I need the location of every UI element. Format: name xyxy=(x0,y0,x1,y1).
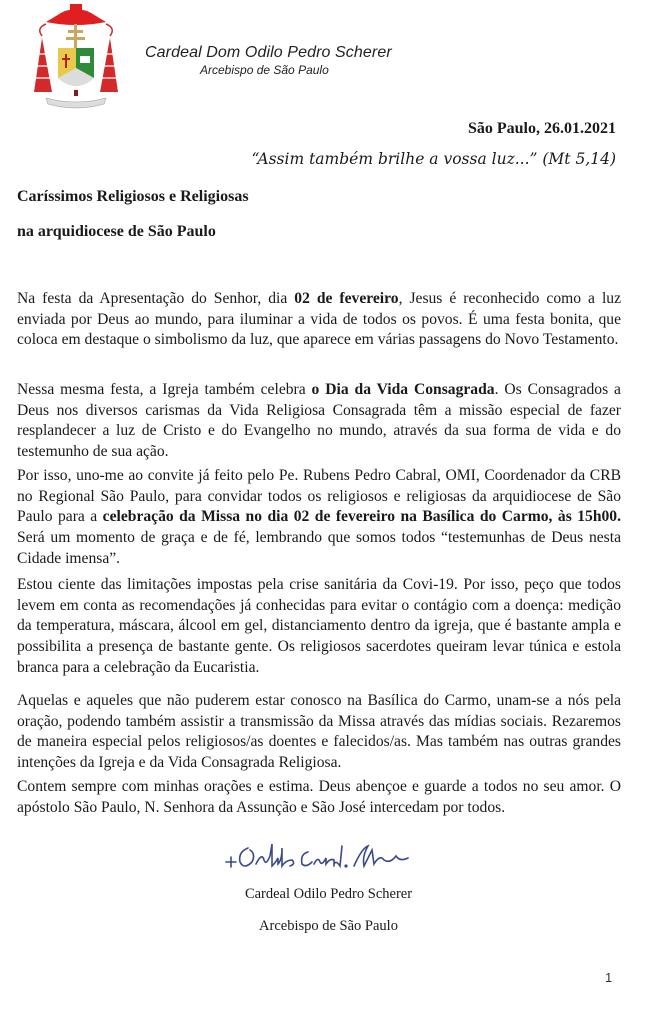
page-number: 1 xyxy=(605,970,613,985)
paragraph-text: Aquelas e aqueles que não puderem estar conosco na Basílica do Carmo, unam-se a nós pela oração, podendo também assistir a transmissão da Missa através das mídias sociais. Rezaremos de maneira especial pelos religiosos/as doentes e falecidos/as. Mas também nas outras grandes intenções da Igreja e da Vida Consagrada Religiosa. xyxy=(17,692,621,772)
paragraph-text: Nessa mesma festa, a Igreja também celebra xyxy=(17,381,312,398)
paragraph-emphasis: 02 de fevereiro xyxy=(294,290,399,307)
cardinal-crest-icon xyxy=(28,2,124,120)
salutation-line-1: Caríssimos Religiosos e Religiosas xyxy=(17,188,249,205)
paragraph-text: Na festa da Apresentação do Senhor, dia xyxy=(17,290,295,307)
signer-name: Cardeal Odilo Pedro Scherer xyxy=(244,886,413,902)
paragraph-text: . Os Consagrados a Deus nos diversos carismas da Vida Religiosa Consagrada têm a missão especial de fazer resplandecer a luz de Cristo e do Evangelho no mundo, através da sua forma de vida e do testemunho de sua ação. xyxy=(17,381,621,461)
signer-title: Arcebispo de São Paulo xyxy=(259,918,398,934)
paragraph-6 xyxy=(17,777,621,818)
letterhead-title: Arcebispo de São Paulo xyxy=(200,63,329,77)
paragraph-text: Estou ciente das limitações impostas pela crise sanitária da Covi-19. Por isso, peço que todos levem em conta as recomendações já conhecidas para evitar o contágio com a doença: medição da temperatura, máscara, álcool em gel, distanciamento dentro da igreja, que é bastante ampla e possibilita a presença de bastante gente. Os religiosos sacerdotes queiram levar túnica e estola branca para a celebração da Eucaristia. xyxy=(17,576,621,676)
date-line: São Paulo, 26.01.2021 xyxy=(467,120,616,137)
paragraph-4 xyxy=(17,575,621,679)
paragraph-2 xyxy=(17,380,621,463)
salutation-line-2: na arquidiocese de São Paulo xyxy=(17,223,216,240)
paragraph-text: Será um momento de graça e de fé, lembrando que somos todos “testemunhas de Deus nesta Cidade imensa”. xyxy=(17,529,621,567)
paragraph-3 xyxy=(17,466,621,570)
paragraph-text: Por isso, uno-me ao convite já feito pelo Pe. Rubens Pedro Cabral, OMI, Coordenador da CRB no Regional São Paulo, para convidar todos os religiosos e religiosas da arquidiocese de São Paulo para a xyxy=(17,467,621,526)
letterhead xyxy=(145,44,392,77)
paragraph-emphasis: celebração da Missa no dia 02 de fevereiro na Basílica do Carmo, às 15h00. xyxy=(102,508,621,526)
epigraph: “Assim também brilhe a vossa luz...” (Mt 5,14) xyxy=(251,150,616,168)
paragraph-1 xyxy=(17,289,621,351)
handwritten-signature-icon xyxy=(222,838,412,874)
paragraph-text: , Jesus é reconhecido como a luz enviada por Deus ao mundo, para iluminar a vida de todos os povos. É uma festa bonita, que coloca em destaque o simbolismo da luz, que aparece em várias passagens do Novo Testamento. xyxy=(17,290,621,349)
letterhead-name: Cardeal Dom Odilo Pedro Scherer xyxy=(145,44,392,61)
paragraph-text: Contem sempre com minhas orações e estima. Deus abençoe e guarde a todos no seu amor. O apóstolo São Paulo, N. Senhora da Assunção e São José intercedam por todos. xyxy=(17,778,621,816)
paragraph-5 xyxy=(17,691,621,774)
paragraph-emphasis: o Dia da Vida Consagrada xyxy=(311,381,495,398)
